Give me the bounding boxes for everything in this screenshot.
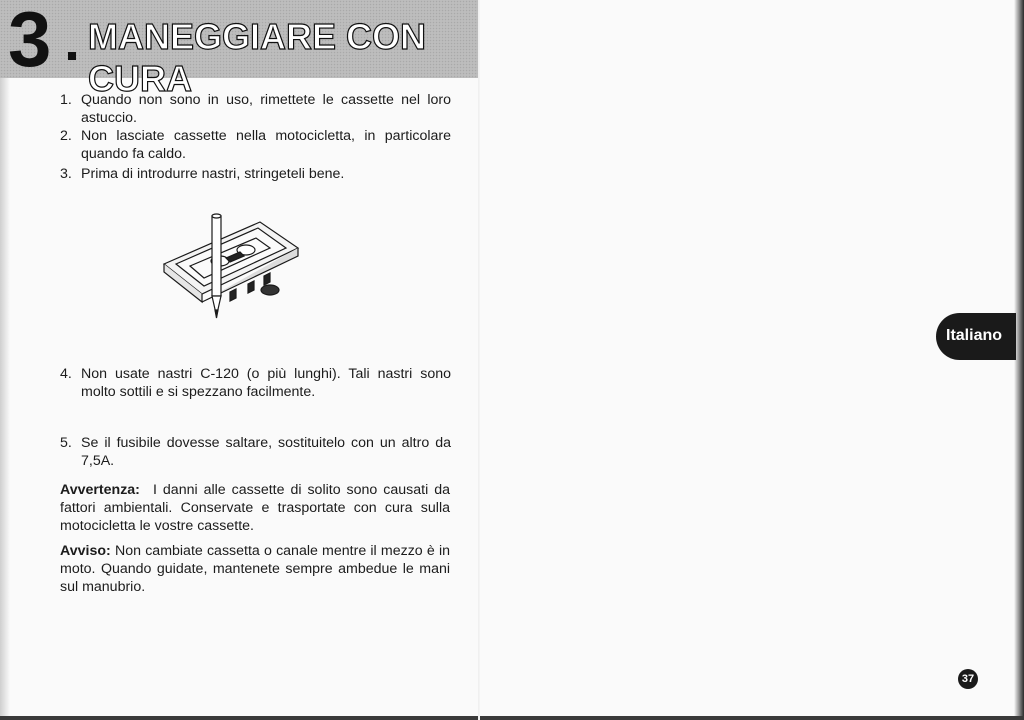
list-item-text: Quando non sono in uso, rimettete le cassette nel loro astuccio. <box>81 92 451 126</box>
chapter-number: 3 <box>8 0 50 83</box>
cassette-pencil-icon <box>160 212 310 347</box>
list-item-text: Se il fusibile dovesse saltare, sostituitelo con un altro da 7,5A. <box>81 435 451 469</box>
chapter-number-dot <box>68 52 76 60</box>
list-item-number: 3. <box>60 166 72 182</box>
list-item-text: Prima di introdurre nastri, stringeteli bene. <box>81 166 345 182</box>
chapter-title: MANEGGIARE CON CURA <box>88 16 427 99</box>
language-tab <box>936 313 1016 360</box>
list-item-number: 4. <box>60 366 72 382</box>
language-tab-label: Italiano <box>946 327 1003 344</box>
list-item-text: Non lasciate cassette nella motocicletta, in particolare quando fa caldo. <box>81 128 451 162</box>
list-item-number: 5. <box>60 435 72 451</box>
page-edge-left <box>0 0 10 720</box>
page-edge-bottom <box>0 716 1024 720</box>
list-item-number: 2. <box>60 128 72 144</box>
caution-text-content: Non cambiate cassetta o canale mentre il mezzo è in moto. Quando guidate, mantenete sempre ambedue le mani sul manubrio. <box>60 543 450 595</box>
warning-text-content: I danni alle cassette di solito sono causati da fattori ambientali. Conservate e trasportate con cura sulla motocicletta le vostre cassette. <box>60 482 450 534</box>
caution-text <box>60 542 450 596</box>
page-divider <box>478 0 480 720</box>
warning-text <box>60 481 450 535</box>
list-item-text: Non usate nastri C-120 (o più lunghi). Tali nastri sono molto sottili e si spezzano facilmente. <box>81 366 451 400</box>
page-edge-right <box>1014 0 1024 720</box>
warning-label: Avvertenza: <box>60 482 140 498</box>
page-number: 37 <box>958 669 978 689</box>
list-item-number: 1. <box>60 92 72 108</box>
chapter-header <box>0 0 478 99</box>
caution-label: Avviso: <box>60 543 111 559</box>
